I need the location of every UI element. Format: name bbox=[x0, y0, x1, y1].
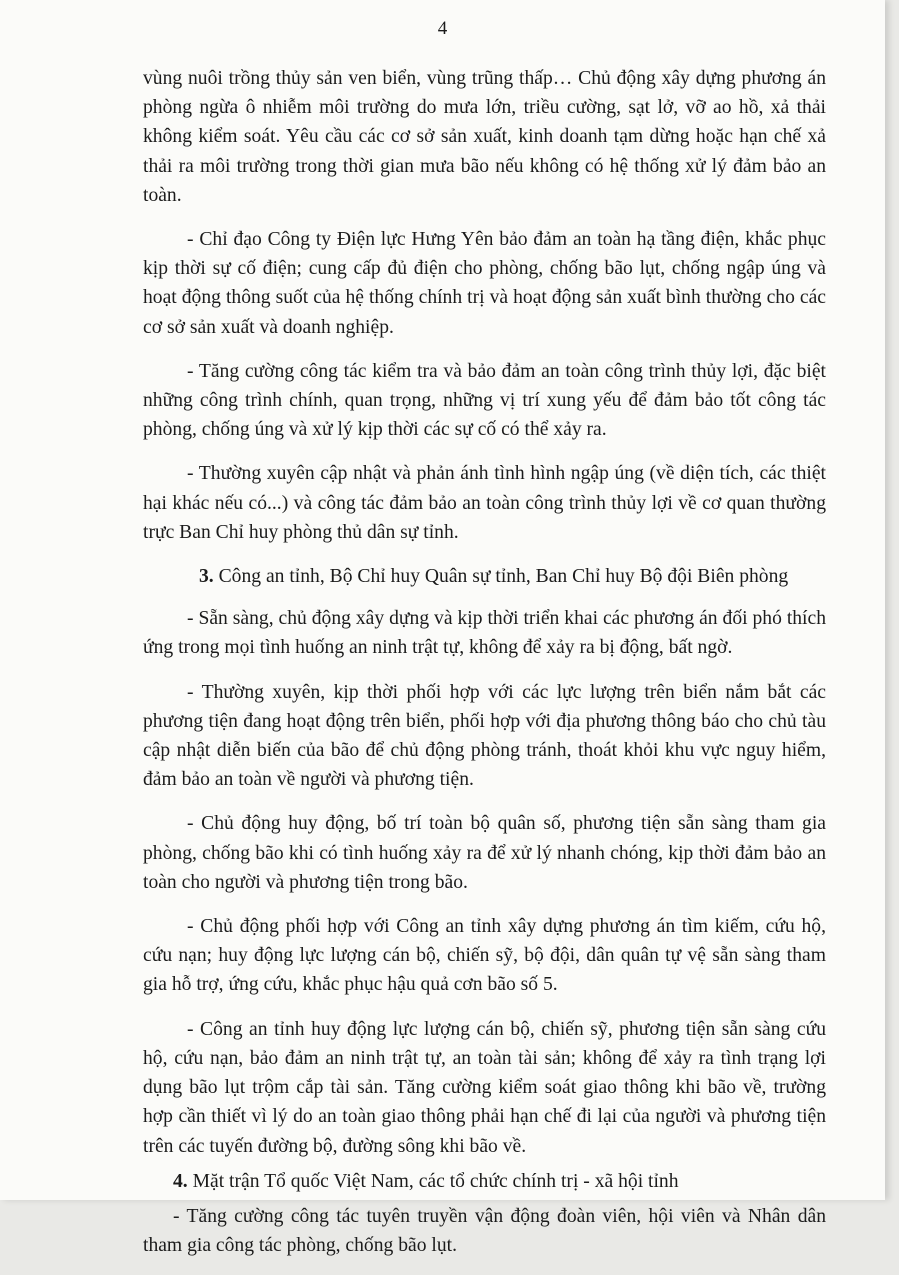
paragraph: - Tăng cường công tác kiểm tra và bảo đảm an toàn công trình thủy lợi, đặc biệt những công trình chính, quan trọng, những vị trí xung yếu để đảm bảo tốt công tác phòng, chống úng và xử lý kịp thời các sự cố có thể xảy ra. bbox=[143, 360, 826, 441]
section-number: 3. bbox=[199, 566, 214, 588]
paragraph: - Chủ động huy động, bố trí toàn bộ quân số, phương tiện sẵn sàng tham gia phòng, chống bão khi có tình huống xảy ra để xử lý nhanh chóng, kịp thời đảm bảo an toàn cho người và phương tiện trong bão. bbox=[143, 813, 826, 893]
section-heading-3 bbox=[143, 562, 826, 591]
paragraph: - Tăng cường công tác tuyên truyền vận động đoàn viên, hội viên và Nhân dân tham gia công tác phòng, chống bão lụt. bbox=[143, 1205, 826, 1257]
document-body bbox=[143, 64, 826, 1275]
section-title: Mặt trận Tổ quốc Việt Nam, các tổ chức chính trị - xã hội tỉnh bbox=[187, 1170, 679, 1192]
section-number: 4. bbox=[173, 1170, 188, 1192]
page-number: 4 bbox=[437, 18, 448, 39]
paragraph: - Thường xuyên, kịp thời phối hợp với các lực lượng trên biển nắm bắt các phương tiện đang hoạt động trên biển, phối hợp với địa phương thông báo cho chủ tàu cập nhật diễn biến của bão để chủ động phòng tránh, thoát khỏi khu vực nguy hiểm, đảm bảo an toàn về người và phương tiện. bbox=[143, 681, 826, 791]
paragraph: - Chỉ đạo Công ty Điện lực Hưng Yên bảo đảm an toàn hạ tầng điện, khắc phục kịp thời sự cố điện; cung cấp đủ điện cho phòng, chống bão lụt, chống ngập úng và hoạt động thông suốt của hệ thống chính trị và hoạt động sản xuất bình thường cho các cơ sở sản xuất và doanh nghiệp. bbox=[143, 229, 826, 338]
paragraph: - Thường xuyên cập nhật và phản ánh tình hình ngập úng (về diện tích, các thiệt hại khác nếu có...) và công tác đảm bảo an toàn công trình thủy lợi về cơ quan thường trực Ban Chỉ huy phòng thủ dân sự tỉnh. bbox=[143, 463, 826, 543]
paragraph: - Công an tỉnh huy động lực lượng cán bộ, chiến sỹ, phương tiện sẵn sàng cứu hộ, cứu nạn, bảo đảm an ninh trật tự, an toàn tài sản; không để xảy ra tình trạng lợi dụng bão lụt trộm cắp tài sản. Tăng cường kiểm soát giao thông khi bão về, trường hợp cần thiết vì lý do an toàn giao thông phải hạn chế đi lại của người và phương tiện trên các tuyến đường bộ, đường sông khi bão về. bbox=[143, 1018, 826, 1157]
paragraph: - Sẵn sàng, chủ động xây dựng và kịp thời triển khai các phương án đối phó thích ứng trong mọi tình huống an ninh trật tự, không để xảy ra bị động, bất ngờ. bbox=[143, 608, 826, 659]
section-title: Công an tỉnh, Bộ Chỉ huy Quân sự tỉnh, Ban Chỉ huy Bộ đội Biên phòng bbox=[213, 566, 789, 588]
paragraph: - Chủ động phối hợp với Công an tỉnh xây dựng phương án tìm kiếm, cứu hộ, cứu nạn; huy động lực lượng cán bộ, chiến sỹ, bộ đội, dân quân tự vệ sẵn sàng tham gia hỗ trợ, ứng cứu, khắc phục hậu quả cơn bão số 5. bbox=[143, 916, 826, 996]
section-heading-4 bbox=[143, 1167, 826, 1196]
paragraph: vùng nuôi trồng thủy sản ven biển, vùng trũng thấp… Chủ động xây dựng phương án phòng ngừa ô nhiễm môi trường do mưa lớn, triều cường, sạt lở, vỡ ao hồ, xả thải không kiểm soát. Yêu cầu các cơ sở sản xuất, kinh doanh tạm dừng hoặc hạn chế xả thải ra môi trường trong thời gian mưa bão nếu không có hệ thống xử lý đảm bảo an toàn. bbox=[143, 68, 826, 206]
